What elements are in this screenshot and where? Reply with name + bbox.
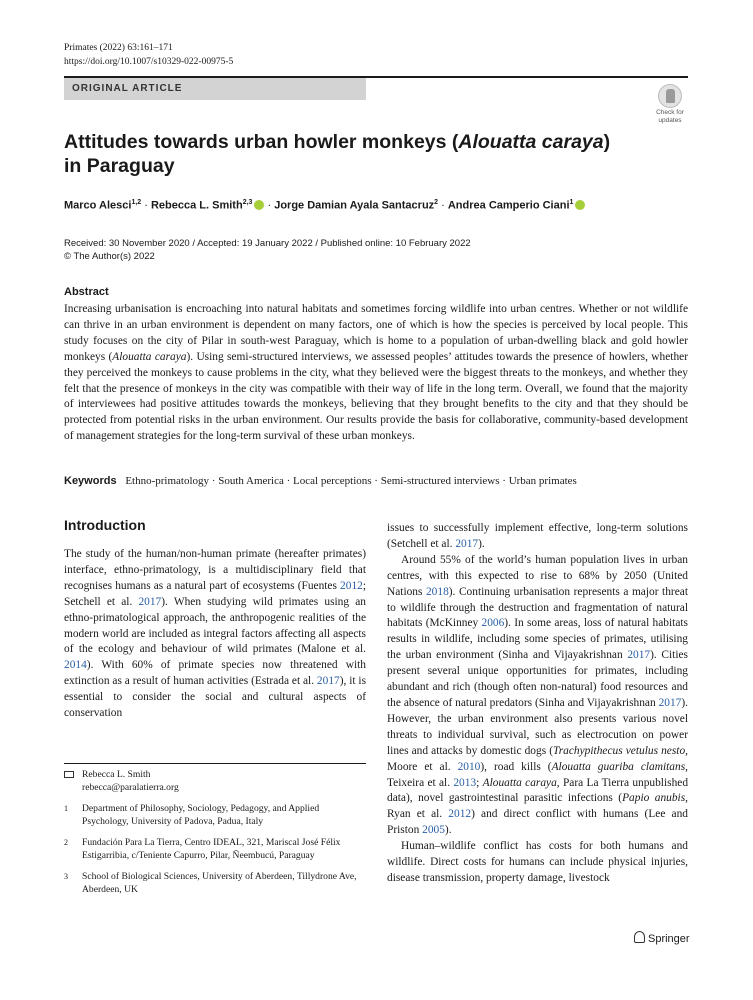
citation-link[interactable]: 2017	[455, 537, 479, 550]
species-name: Papio anubis	[622, 792, 686, 805]
author-name[interactable]: Andrea Camperio Ciani	[447, 199, 570, 212]
text-run: ). Continuing urbanisation represents a major threat to wildlife through the destruction and fragmentation of natural habitats (McKinney	[387, 585, 688, 630]
text-run: Around 55% of the world’s human population lives in urban centres, with this expected to rise to 68% by 2050 (United Nations	[387, 553, 688, 598]
affiliation-item	[64, 836, 366, 862]
title-part-2: )	[603, 131, 611, 153]
doi-link[interactable]: https://doi.org/10.1007/s10329-022-00975-5	[64, 57, 234, 67]
article-title	[64, 130, 624, 178]
text-run: issues to successfully implement effective, long-term solutions (Setchell et al.	[387, 522, 688, 550]
author-affiliation-sup: 2	[434, 199, 439, 206]
text-run: , Moore et al.	[387, 744, 689, 773]
right-column	[387, 521, 688, 887]
text-run: The study of the human/non-human primate (hereafter primates) interface, ethno-primatology, is a multidisciplinary field that recognises humans as a natural part of ecosystems (Fuentes	[64, 548, 366, 592]
title-line-2: in Paraguay	[64, 155, 175, 177]
bookmark-icon	[658, 84, 682, 108]
copyright-line: © The Author(s) 2022	[64, 251, 155, 262]
intro-paragraph-2	[387, 553, 688, 839]
orcid-icon[interactable]	[254, 200, 264, 210]
affiliation-number: 1	[64, 804, 68, 813]
envelope-icon	[64, 771, 74, 778]
affiliation-text: Fundación Para La Tierra, Centro IDEAL, 321, Mariscal José Félix Estigarribia, c/Teniente Capurro, Pilar, Ñeembucú, Paraguay	[82, 837, 341, 861]
text-run: ;	[476, 776, 483, 789]
species-name: Alouatta caraya	[482, 776, 557, 789]
citation-link[interactable]: 2018	[425, 585, 449, 598]
abstract-heading: Abstract	[64, 286, 109, 298]
text-run: ). With 60% of primate species now threatened with extinction as a result of human activities (Estrada et al.	[64, 659, 366, 688]
text-run: , Teixeira et al.	[387, 760, 688, 789]
intro-paragraph-continued	[387, 521, 688, 553]
affiliation-number: 2	[64, 838, 68, 847]
correspondence	[64, 768, 366, 794]
citation-link[interactable]: 2012	[448, 808, 472, 821]
text-run: ).	[444, 824, 452, 837]
keywords-text: Ethno-primatology · South America · Local perceptions · Semi-structured interviews · Urban primates	[125, 475, 577, 487]
text-run: Human–wildlife conflict has costs for both humans and wildlife. Direct costs for humans can include physical injuries, disease transmission, property damage, livestock	[387, 840, 688, 884]
footnote-rule	[64, 763, 366, 764]
species-name: Trachypithecus vetulus nesto	[553, 744, 686, 757]
correspondence-name: Rebecca L. Smith	[82, 769, 151, 780]
title-part-1: Attitudes towards urban howler monkeys (	[64, 131, 459, 153]
abstract-species: Alouatta caraya	[112, 350, 187, 363]
text-run: ). However, the urban environment also presents various novel threats to individual survival, such as electrocution on power lines and attacks by domestic dogs (	[387, 696, 688, 757]
author-separator: ·	[141, 199, 151, 212]
affiliation-text: Department of Philosophy, Sociology, Pedagogy, and Applied Psychology, University of Padova, Padua, Italy	[82, 803, 320, 827]
text-run: , Para La Tierra unpublished data), novel gastrointestinal parasitic infections (	[387, 776, 689, 805]
citation-link[interactable]: 2010	[457, 760, 481, 773]
affiliations	[64, 802, 366, 896]
dates-line: Received: 30 November 2020 / Accepted: 19 January 2022 / Published online: 10 February 2022	[64, 238, 471, 249]
correspondence-email[interactable]: rebecca@paralatierra.org	[82, 782, 179, 793]
author-list	[64, 199, 704, 212]
abstract-text	[64, 302, 688, 445]
badge-label-2: updates	[658, 117, 682, 124]
affiliation-item	[64, 802, 366, 828]
journal-header	[64, 41, 233, 69]
text-run: , Ryan et al.	[387, 792, 688, 821]
publisher-name: Springer	[648, 933, 690, 945]
check-for-updates-badge[interactable]	[651, 84, 689, 124]
text-run: ). When studying wild primates using an ethno-primatological approach, the anthropogenic realities of the modern world are included as integral factors affecting all aspects of the ecology and behaviour of wild primates (Malone et al.	[64, 595, 366, 656]
citation-link[interactable]: 2012	[340, 579, 363, 592]
article-type-banner: ORIGINAL ARTICLE	[64, 78, 366, 100]
author-name[interactable]: Marco Alesci	[64, 199, 132, 212]
title-species: Alouatta caraya	[458, 131, 604, 153]
abstract-part-b: ). Using semi-structured interviews, we assessed peoples’ attitudes towards the presence of howlers, whether they perceived the monkeys to cause problems in the city, what they believed were the biggest threats to the monkeys, and whether they felt that the presence of monkeys in the city was compatible with their way of life in the long term. Overall, we found that the majority of interviewees had positive attitudes towards the monkeys, believing that they brought benefits to the city and that they should be protected from potential risks in the urban environment. Our results provide the basis for collaborative, community-based development of management strategies for the long-term survival of these urban monkeys.	[64, 350, 688, 443]
keywords	[64, 475, 688, 487]
citation-link[interactable]: 2014	[64, 659, 87, 672]
left-column	[64, 517, 366, 722]
footnotes	[64, 768, 366, 904]
publisher-logo	[634, 931, 690, 945]
abstract-part-a: Increasing urbanisation is encroaching into natural habitats and sometimes forcing wildlife into urban centres. Whether or not wildlife can thrive in an urban environment is dependent on many factors, one of which is how the species is perceived by local people. This study focuses on the city of Pilar in south-west Paraguay, which is home to a population of urban-dwelling black and gold howler monkeys (	[64, 303, 688, 363]
author-affiliation-sup: 2,3	[242, 199, 253, 206]
publication-dates	[64, 237, 471, 263]
journal-citation: Primates (2022) 63:161–171	[64, 43, 173, 53]
badge-label-1: Check for	[656, 109, 684, 116]
author-name[interactable]: Rebecca L. Smith	[150, 199, 243, 212]
author-affiliation-sup: 1	[569, 199, 574, 206]
text-run: ), road kills (	[480, 760, 552, 773]
springer-horse-icon	[634, 931, 645, 943]
orcid-icon[interactable]	[575, 200, 585, 210]
citation-link[interactable]: 2006	[481, 617, 505, 630]
affiliation-number: 3	[64, 872, 68, 881]
author-affiliation-sup: 1,2	[131, 199, 142, 206]
text-run: ). Cities present several unique opportunities for primates, including abundant and rich (though often non-natural) food resources and the absence of natural predators (Sinha and Vijayakrishnan	[387, 649, 688, 709]
citation-link[interactable]: 2017	[658, 696, 682, 709]
affiliation-text: School of Biological Sciences, University of Aberdeen, Tillydrone Ave, Aberdeen, UK	[82, 871, 357, 895]
citation-link[interactable]: 2017	[627, 649, 651, 662]
citation-link[interactable]: 2005	[422, 824, 445, 837]
species-name: Alouatta guariba clamitans	[551, 760, 686, 773]
introduction-heading: Introduction	[64, 517, 146, 533]
text-run: ; Setchell et al.	[64, 579, 366, 608]
text-run: ).	[478, 537, 485, 550]
keywords-label: Keywords	[64, 475, 117, 487]
text-run: ) and direct conflict with humans (Lee and Priston	[387, 808, 688, 837]
author-separator: ·	[264, 199, 275, 212]
author-name[interactable]: Jorge Damian Ayala Santacruz	[274, 199, 435, 212]
text-run: ). In some areas, loss of natural habitats results in wildlife, including some species of primates, utilising the urban environment (Sinha and Vijayakrishnan	[387, 617, 688, 662]
text-run: ), it is essential to consider the social and cultural aspects of conservation	[64, 675, 367, 720]
citation-link[interactable]: 2017	[316, 675, 340, 688]
citation-link[interactable]: 2017	[138, 595, 162, 608]
citation-link[interactable]: 2013	[453, 776, 477, 789]
author-separator: ·	[438, 199, 448, 212]
affiliation-item	[64, 870, 366, 896]
intro-paragraph-3	[387, 839, 688, 887]
intro-paragraph-1	[64, 547, 366, 722]
